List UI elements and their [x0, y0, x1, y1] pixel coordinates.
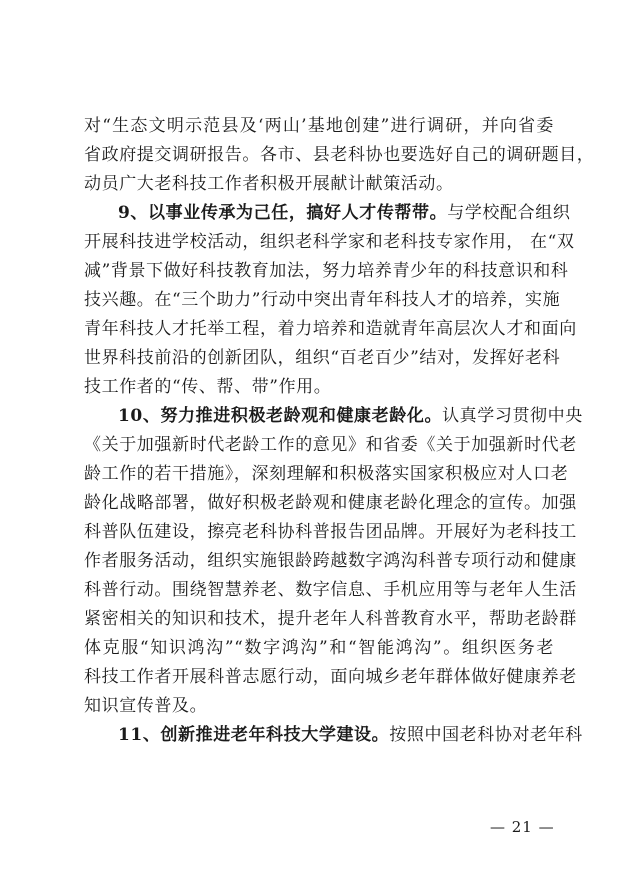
text-line: 体克服“知识鸿沟”“数字鸿沟”和“智能鸿沟”。组织医务老: [84, 638, 554, 658]
text-line: 科技工作者开展科普志愿行动，面向城乡老年群体做好健康养老: [84, 667, 577, 687]
text-line: 动员广大老科技工作者积极开展献计献策活动。: [84, 174, 454, 194]
text-line: 技兴趣。在“三个助力”行动中突出青年科技人才的培养，实施: [84, 290, 561, 310]
text-line: 《关于加强新时代老龄工作的意见》和省委《关于加强新时代老: [84, 435, 577, 455]
text-line: 紧密相关的知识和技术，提升老年人科普教育水平，帮助老龄群: [84, 609, 577, 629]
text-line: [84, 199, 571, 228]
text-line: 龄化战略部署，做好积极老龄观和健康老龄化理念的宣传。加强: [84, 493, 577, 513]
text-span: 与学校配合组织: [447, 203, 571, 223]
text-span: 认真学习贯彻中央: [442, 406, 583, 426]
text-line: 对“生态文明示范县及‘两山’基地创建”进行调研，并向省委: [84, 116, 554, 136]
body-text: [84, 112, 595, 750]
text-line: 技工作者的“传、帮、带”作用。: [84, 377, 332, 397]
text-line: 科普队伍建设，擦亮老科协科普报告团品牌。开展好为老科技工: [84, 522, 577, 542]
section-heading-9: 9、以事业传承为己任，搞好人才传帮带。: [118, 203, 448, 223]
text-line: 青年科技人才托举工程，着力培养和造就青年高层次人才和面向: [84, 319, 577, 339]
text-line: [84, 721, 583, 750]
section-heading-11: 11、创新推进老年科技大学建设。: [118, 725, 390, 745]
text-line: 减”背景下做好科技教育加法，努力培养青少年的科技意识和科: [84, 261, 569, 281]
page-number: — 21 —: [490, 818, 555, 836]
text-line: 省政府提交调研报告。各市、县老科协也要选好自己的调研题目，: [84, 145, 595, 165]
section-heading-10: 10、努力推进积极老龄观和健康老龄化。: [118, 406, 443, 426]
text-line: [84, 402, 583, 431]
text-line: 科普行动。围绕智慧养老、数字信息、手机应用等与老年人生活: [84, 580, 577, 600]
text-line: 龄工作的若干措施》，深刻理解和积极落实国家积极应对人口老: [84, 464, 569, 484]
text-span: 按照中国老科协对老年科: [389, 725, 583, 745]
text-line: 开展科技进学校活动，组织老科学家和老科技专家作用， 在“双: [84, 232, 575, 252]
text-line: 世界科技前沿的创新团队，组织“百老百少”结对，发挥好老科: [84, 348, 561, 368]
text-line: 知识宣传普及。: [84, 696, 208, 716]
text-line: 作者服务活动，组织实施银龄跨越数字鸿沟科普专项行动和健康: [84, 551, 577, 571]
